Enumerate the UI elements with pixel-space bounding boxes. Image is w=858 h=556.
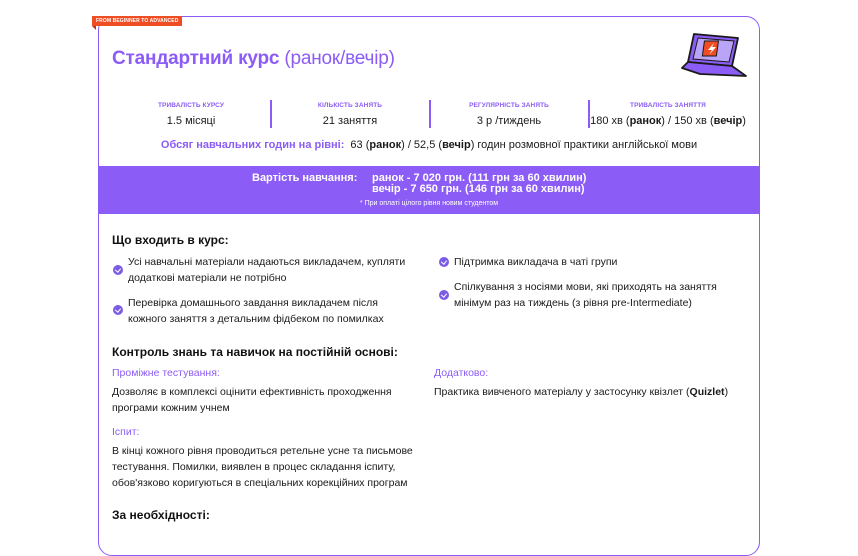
include-item: Усі навчальні матеріали надаються викладачем, купляти додаткові матеріали не потрібно [128,256,406,284]
level-badge: FROM BEGINNER TO ADVANCED [92,16,182,26]
stat-frequency [431,100,587,130]
stat-frequency-label: РЕГУЛЯРНІСТЬ ЗАНЯТЬ [469,102,549,109]
stat-lessons-label: КІЛЬКІСТЬ ЗАНЯТЬ [317,102,383,109]
stat-lessons-value: 21 заняття [322,115,378,127]
stat-lesson-length [590,100,746,130]
check-circle-icon [439,290,449,300]
necessity-heading: За необхідності: [112,508,210,522]
course-title-main: Стандартний курс [112,48,280,69]
laptop-lightning-icon [680,30,748,82]
course-title [112,48,395,70]
extra-text: Практика вивченого матеріалу у застосунку квізлет (Quizlet) [434,386,729,398]
control-heading: Контроль знань та навичок на постійній основі: [112,345,398,359]
stat-frequency-value: 3 р /тиждень [476,115,542,127]
price-label: Вартість навчання: [252,172,358,184]
check-circle-icon [113,265,123,275]
study-hours: Обсяг навчальних годин на рівні: 63 (ранок) / 52,5 (вечір) годин розмовної практики англійської мови [160,139,698,151]
exam-label: Іспит: [112,426,140,438]
price-evening: вечір - 7 650 грн. (146 грн за 60 хвилин) [372,183,585,195]
course-stats [112,100,746,130]
course-title-mode: (ранок/вечір) [284,48,395,69]
exam-text: В кінці кожного рівня проводиться ретельне усне та письмове тестування. Помилки, виявлен в процес складання іспиту, обов'язково коригуються в спеціальних корекційних програм [112,445,413,489]
stat-lesson-length-value: 180 хв (ранок) / 150 хв (вечір) [590,115,746,127]
price-morning: ранок - 7 020 грн. (111 грн за 60 хвилин) [372,172,587,184]
study-hours-label: Обсяг навчальних годин на рівні: [160,139,345,151]
stat-duration-value: 1.5 місяці [166,115,216,127]
check-circle-icon [113,305,123,315]
stat-lesson-length-label: ТРИВАЛІСТЬ ЗАНЯТТЯ [630,102,706,109]
stat-duration [112,100,270,130]
interim-test-label: Проміжне тестування: [112,367,220,379]
includes-heading: Що входить в курс: [112,233,229,247]
check-circle-icon [439,257,449,267]
price-banner [99,166,759,214]
stat-duration-label: ТРИВАЛІСТЬ КУРСУ [157,102,225,109]
include-item: Перевірка домашнього завдання викладачем після кожного заняття з детальним фідбеком по помилках [128,297,384,325]
interim-test-text: Дозволяє в комплексі оцінити ефективність проходження програми кожним учнем [112,386,392,414]
include-item: Спілкування з носіями мови, які приходять на заняття мінімум раз на тиждень (з рівня pre-Intermediate) [454,281,717,309]
extra-label: Додатково: [434,367,489,379]
stat-lessons [272,100,428,130]
price-note: * При оплаті цілого рівня новим студентом [359,200,499,207]
include-item: Підтримка викладача в чаті групи [454,256,618,268]
